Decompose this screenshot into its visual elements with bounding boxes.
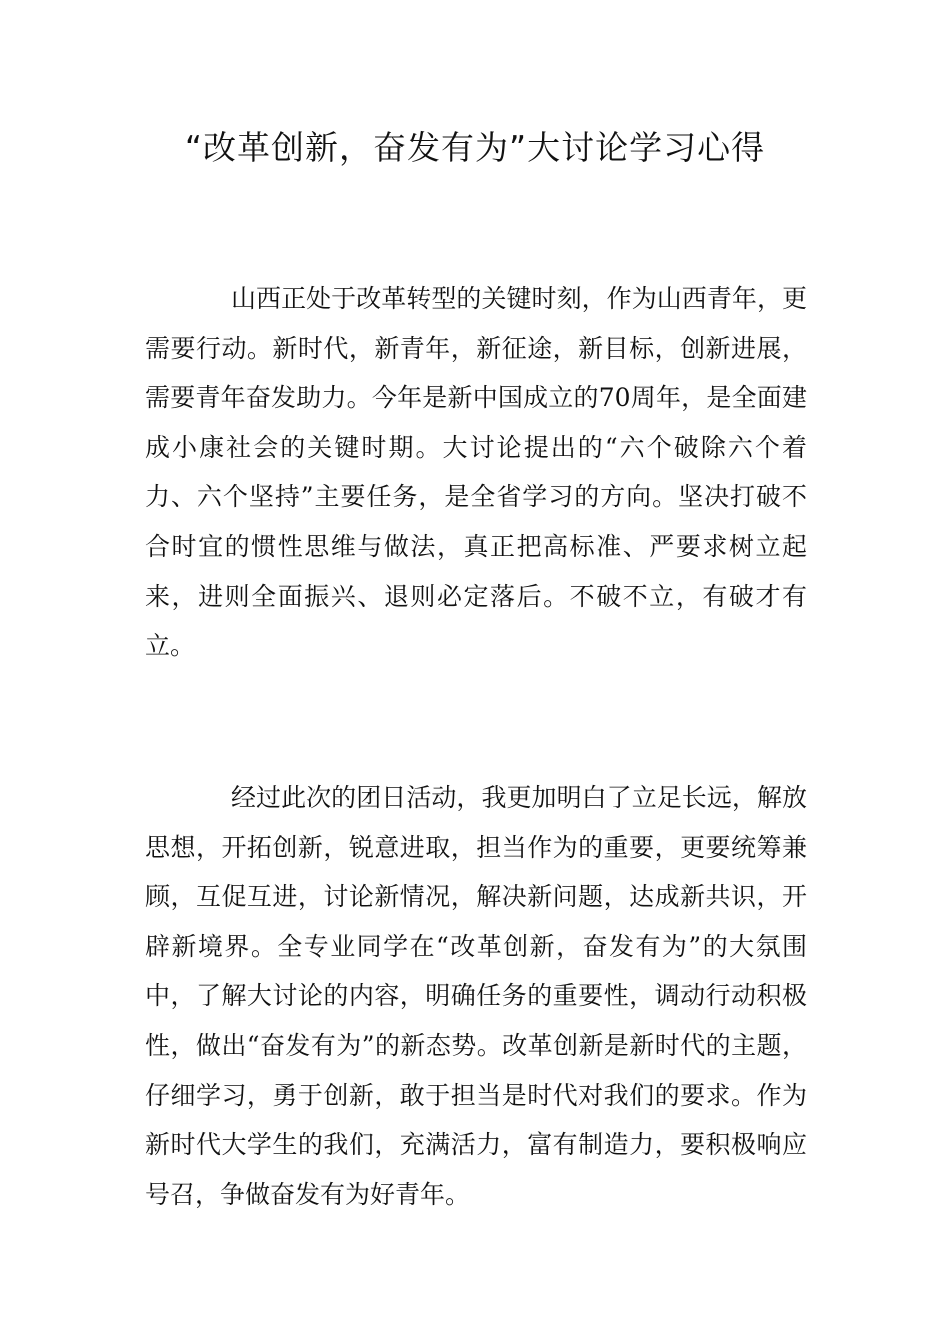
paragraph-1: 山西正处于改革转型的关键时刻，作为山西青年，更需要行动。新时代，新青年，新征途，新目标，创新进展，需要青年奋发助力。今年是新中国成立的70周年，是全面建成小康社会的关键时期。大讨论提出的“六个破除六个着力、六个坚持”主要任务，是全省学习的方向。坚决打破不合时宜的惯性思维与做法，真正把高标准、严要求树立起来，进则全面振兴、退则必定落后。不破不立，有破才有立。 <box>145 284 807 661</box>
document-title: “改革创新，奋发有为”大讨论学习心得 <box>184 128 766 167</box>
paragraph-2: 经过此次的团日活动，我更加明白了立足长远，解放思想，开拓创新，锐意进取，担当作为的重要，更要统筹兼顾，互促互进，讨论新情况，解决新问题，达成新共识，开辟新境界。全专业同学在“改革创新，奋发有为”的大氛围中，了解大讨论的内容，明确任务的重要性，调动行动积极性，做出“奋发有为”的新态势。改革创新是新时代的主题，仔细学习，勇于创新，敢于担当是时代对我们的要求。作为新时代大学生的我们，充满活力，富有制造力，要积极响应号召，争做奋发有为好青年。 <box>145 783 807 1209</box>
